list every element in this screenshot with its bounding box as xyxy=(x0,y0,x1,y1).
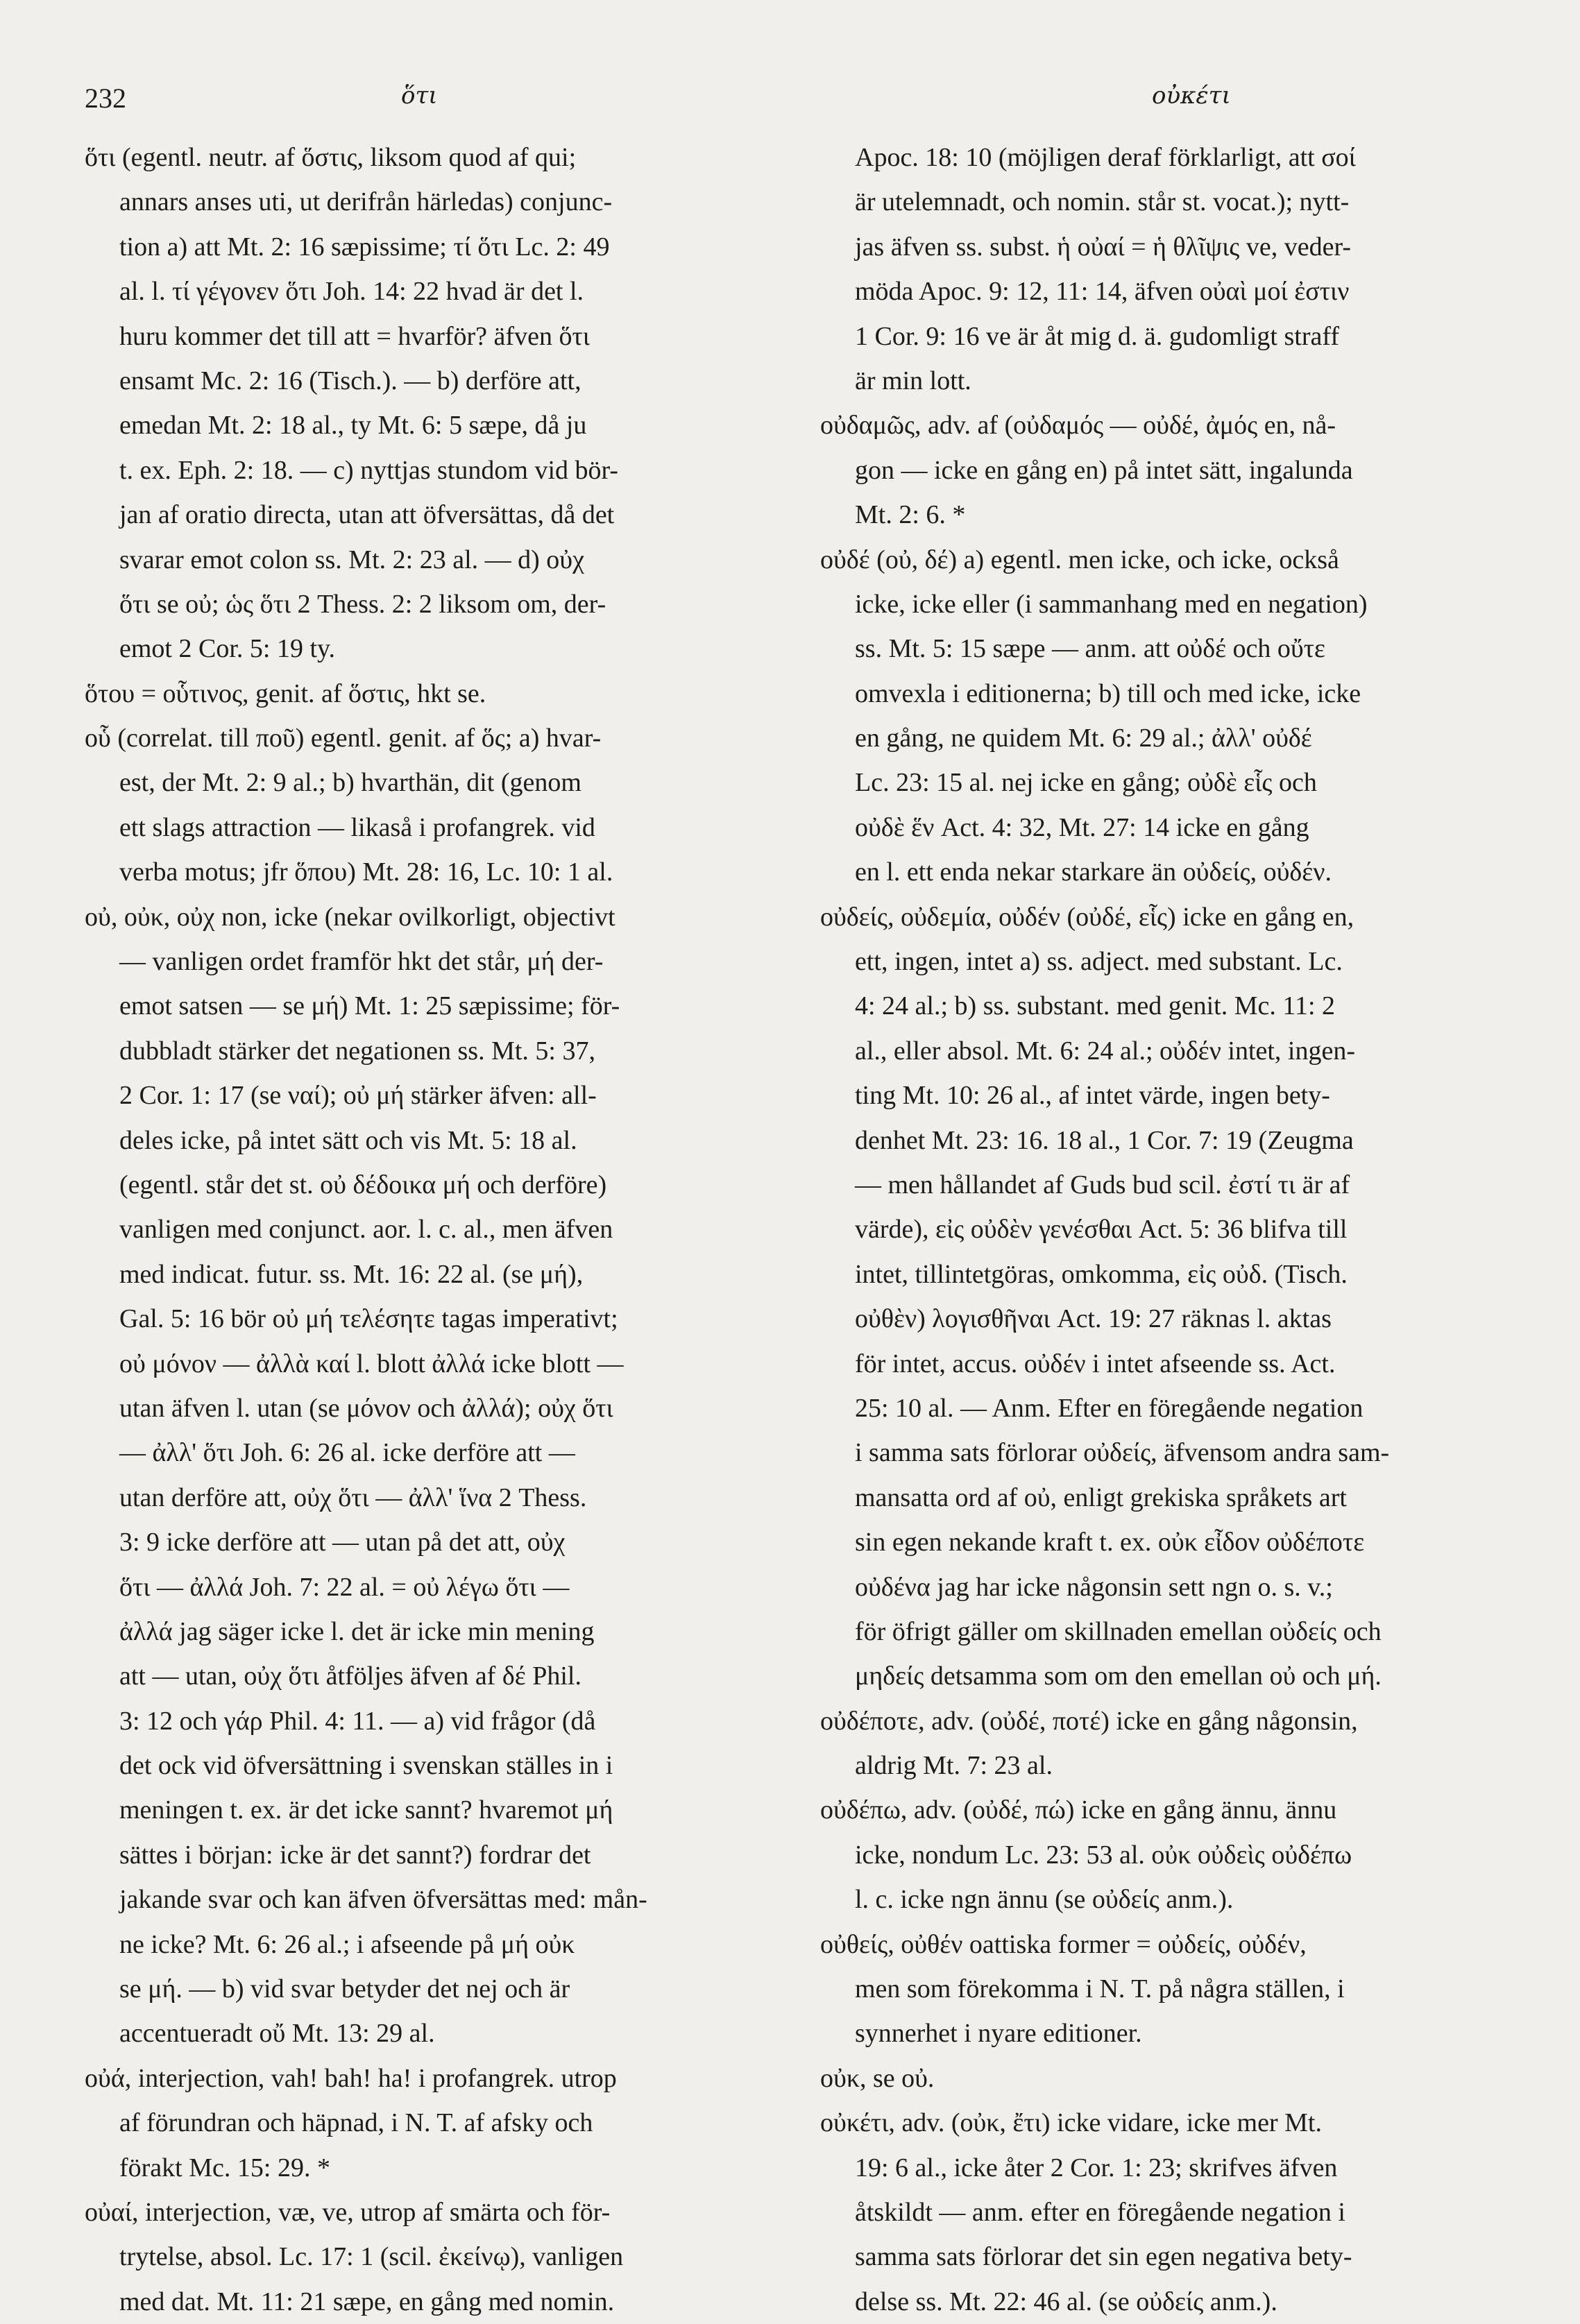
entry-line: aldrig Mt. 7: 23 al. xyxy=(855,1751,1053,1781)
entry-line: est, der Mt. 2: 9 al.; b) hvarthän, dit (genom xyxy=(119,768,581,798)
entry-line: jakande svar och kan äfven öfversättas med: mån- xyxy=(119,1885,647,1915)
entry-headword-line: οὐδέπω, adv. (οὐδέ, πώ) icke en gång ännu, ännu xyxy=(820,1795,1337,1825)
page-header xyxy=(0,82,1580,123)
entry-headword-line: οὐδείς, οὐδεμία, οὐδέν (οὐδέ, εἷς) icke en gång en, xyxy=(820,902,1354,932)
entry-line: svarar emot colon ss. Mt. 2: 23 al. — d) οὐχ xyxy=(119,545,584,574)
entry-line: 19: 6 al., icke åter 2 Cor. 1: 23; skrifves äfven xyxy=(855,2153,1338,2182)
entry-headword-line: οὐδέποτε, adv. (οὐδέ, ποτέ) icke en gång någonsin, xyxy=(820,1706,1358,1736)
entry-headword-line: οὐδαμῶς, adv. af (οὐδαμός — οὐδέ, ἀμός en, nå- xyxy=(820,411,1336,441)
entry-line: ne icke? Mt. 6: 26 al.; i afseende på μή οὐκ xyxy=(119,1929,575,1959)
entry-line: t. ex. Eph. 2: 18. — c) nyttjas stundom vid bör- xyxy=(119,455,619,485)
entry-line: emot 2 Cor. 5: 19 ty. xyxy=(119,634,336,664)
entry-line: är min lott. xyxy=(855,366,971,395)
entry-line: är utelemnadt, och nomin. står st. vocat.); nytt- xyxy=(855,187,1350,217)
entry-line: ὅτι se οὐ; ὡς ὅτι 2 Thess. 2: 2 liksom om, der- xyxy=(119,589,606,619)
right-running-headword: οὐκέτι xyxy=(1152,82,1231,110)
entry-line: med indicat. futur. ss. Mt. 16: 22 al. (se μή), xyxy=(119,1259,584,1289)
entry-line: intet, tillintetgöras, omkomma, εἰς οὐδ. (Tisch. xyxy=(855,1259,1348,1289)
entry-line: utan äfven l. utan (se μόνον och ἀλλά); οὐχ ὅτι xyxy=(119,1393,613,1423)
entry-line: trytelse, absol. Lc. 17: 1 (scil. ἐκείνῳ), vanligen xyxy=(119,2242,624,2272)
entry-line: 3: 9 icke derföre att — utan på det att, οὐχ xyxy=(119,1528,566,1557)
entry-line: Gal. 5: 16 bör οὐ μή τελέσητε tagas imperativt; xyxy=(119,1304,618,1334)
entry-line: vanligen med conjunct. aor. l. c. al., men äfven xyxy=(119,1215,613,1245)
entry-line: denhet Mt. 23: 16. 18 al., 1 Cor. 7: 19 (Zeugma xyxy=(855,1125,1354,1155)
entry-line: sin egen nekande kraft t. ex. οὐκ εἶδον οὐδέποτε xyxy=(855,1528,1365,1557)
entry-line: Apoc. 18: 10 (möjligen deraf förklarligt, att σοί xyxy=(855,143,1356,172)
entry-line: en gång, ne quidem Mt. 6: 29 al.; ἀλλ' οὐδέ xyxy=(855,724,1312,753)
entry-line: Lc. 23: 15 al. nej icke en gång; οὐδὲ εἷς och xyxy=(855,768,1317,798)
entry-headword-line: οὐκέτι, adv. (οὐκ, ἔτι) icke vidare, icke mer Mt. xyxy=(820,2108,1322,2138)
entry-line: ἀλλά jag säger icke l. det är icke min mening xyxy=(119,1616,595,1646)
entry-headword-line: οὐαί, interjection, væ, ve, utrop af smärta och för- xyxy=(85,2197,611,2227)
entry-headword-line: οὐκ, se οὐ. xyxy=(820,2063,935,2093)
entry-line: i samma sats förlorar οὐδείς, äfvensom andra sam- xyxy=(855,1438,1390,1468)
entry-line: men som förekomma i N. T. på några ställen, i xyxy=(855,1974,1345,2004)
entry-line: samma sats förlorar det sin egen negativa bety- xyxy=(855,2242,1352,2272)
entry-line: accentueradt οὔ Mt. 13: 29 al. xyxy=(119,2019,435,2049)
entry-line: (egentl. står det st. οὐ δέδοικα μή och derföre) xyxy=(119,1170,607,1199)
entry-line: för intet, accus. οὐδέν i intet afseende ss. Act. xyxy=(855,1349,1336,1378)
entry-line: al. l. τί γέγονεν ὅτι Joh. 14: 22 hvad är det l. xyxy=(119,277,584,307)
entry-line: för öfrigt gäller om skillnaden emellan οὐδείς och xyxy=(855,1616,1382,1646)
entry-headword-line: οὐθείς, οὐθέν oattiska former = οὐδείς, οὐδέν, xyxy=(820,1929,1307,1959)
entry-line: tion a) att Mt. 2: 16 sæpissime; τί ὅτι Lc. 2: 49 xyxy=(119,232,610,262)
entry-line: οὐδένα jag har icke någonsin sett ngn o. s. v.; xyxy=(855,1572,1333,1602)
entry-line: dubbladt stärker det negationen ss. Mt. 5: 37, xyxy=(119,1036,595,1066)
entry-line: 3: 12 och γάρ Phil. 4: 11. — a) vid frågor (då xyxy=(119,1706,596,1736)
entry-line: gon — icke en gång en) på intet sätt, ingalunda xyxy=(855,455,1353,485)
entry-line: synnerhet i nyare editioner. xyxy=(855,2019,1142,2049)
entry-line: l. c. icke ngn ännu (se οὐδείς anm.). xyxy=(855,1885,1234,1915)
entry-line: af förundran och häpnad, i N. T. af afsky och xyxy=(119,2108,593,2138)
entry-line: möda Apoc. 9: 12, 11: 14, äfven οὐαὶ μοί ἐστιν xyxy=(855,277,1350,307)
entry-line: det ock vid öfversättning i svenskan ställes in i xyxy=(119,1751,613,1781)
entry-line: ett slags attraction — likaså i profangrek. vid xyxy=(119,812,595,842)
entry-line: μηδείς detsamma som om den emellan οὐ och μή. xyxy=(855,1661,1382,1691)
entry-line: värde), εἰς οὐδὲν γενέσθαι Act. 5: 36 blifva till xyxy=(855,1215,1348,1245)
left-running-headword: ὅτι xyxy=(401,82,438,110)
entry-line: 1 Cor. 9: 16 ve är åt mig d. ä. gudomligt straff xyxy=(855,321,1339,351)
entry-headword-line: ὅτου = οὗτινος, genit. af ὅστις, hkt se. xyxy=(85,678,486,708)
entry-headword-line: οὐά, interjection, vah! bah! ha! i profangrek. utrop xyxy=(85,2063,617,2093)
left-column xyxy=(85,135,792,2324)
entry-line: se μή. — b) vid svar betyder det nej och är xyxy=(119,1974,570,2004)
entry-line: med dat. Mt. 11: 21 sæpe, en gång med nomin. xyxy=(119,2287,615,2316)
entry-line: Mt. 2: 6. * xyxy=(855,500,966,530)
entry-line: jas äfven ss. subst. ἡ οὐαί = ἡ θλῖψις ve, veder- xyxy=(855,232,1351,262)
entry-line: sättes i början: icke är det sannt?) fordrar det xyxy=(119,1840,591,1870)
right-column xyxy=(820,135,1528,2324)
entry-line: ensamt Mc. 2: 16 (Tisch.). — b) derföre att, xyxy=(119,366,581,395)
entry-headword-line: οὐ, οὐκ, οὐχ non, icke (nekar ovilkorligt, objectivt xyxy=(85,902,615,932)
entry-line: emedan Mt. 2: 18 al., ty Mt. 6: 5 sæpe, då ju xyxy=(119,411,587,441)
entry-line: mansatta ord af οὐ, enligt grekiska språkets art xyxy=(855,1483,1347,1512)
entry-line: meningen t. ex. är det icke sannt? hvaremot μή xyxy=(119,1795,613,1825)
entry-headword-line: ὅτι (egentl. neutr. af ὅστις, liksom quod af qui; xyxy=(85,143,577,172)
entry-line: annars anses uti, ut derifrån härledas) conjunc- xyxy=(119,187,613,217)
entry-line: deles icke, på intet sätt och vis Mt. 5: 18 al. xyxy=(119,1125,577,1155)
entry-line: al., eller absol. Mt. 6: 24 al.; οὐδέν intet, ingen- xyxy=(855,1036,1355,1066)
entry-line: omvexla i editionerna; b) till och med icke, icke xyxy=(855,678,1361,708)
entry-line: — vanligen ordet framför hkt det står, μή der- xyxy=(119,947,604,977)
entry-line: utan derföre att, οὐχ ὅτι — ἀλλ' ἵνα 2 Thess. xyxy=(119,1483,587,1512)
entry-line: delse ss. Mt. 22: 46 al. (se οὐδείς anm.). xyxy=(855,2287,1277,2316)
entry-line: en l. ett enda nekar starkare än οὐδείς, οὐδέν. xyxy=(855,857,1332,887)
entry-line: 2 Cor. 1: 17 (se ναί); οὐ μή stärker äfven: all- xyxy=(119,1081,597,1111)
entry-line: huru kommer det till att = hvarför? äfven ὅτι xyxy=(119,321,590,351)
entry-line: emot satsen — se μή) Mt. 1: 25 sæpissime; för- xyxy=(119,991,620,1021)
entry-line: ting Mt. 10: 26 al., af intet värde, ingen bety- xyxy=(855,1081,1330,1111)
entry-line: förakt Mc. 15: 29. * xyxy=(119,2153,330,2182)
entry-line: 4: 24 al.; b) ss. substant. med genit. Mc. 11: 2 xyxy=(855,991,1336,1021)
entry-line: verba motus; jfr ὅπου) Mt. 28: 16, Lc. 10: 1 al. xyxy=(119,857,613,887)
entry-line: att — utan, οὐχ ὅτι åtföljes äfven af δέ Phil. xyxy=(119,1661,581,1691)
entry-line: 25: 10 al. — Anm. Efter en föregående negation xyxy=(855,1393,1364,1423)
entry-line: jan af oratio directa, utan att öfversättas, då det xyxy=(119,500,615,530)
entry-line: ss. Mt. 5: 15 sæpe — anm. att οὐδέ och οὔτε xyxy=(855,634,1325,664)
entry-line: — ἀλλ' ὅτι Joh. 6: 26 al. icke derföre att — xyxy=(119,1438,575,1468)
entry-line: icke, nondum Lc. 23: 53 al. οὐκ οὐδεὶς οὐδέπω xyxy=(855,1840,1352,1870)
entry-headword-line: οὐδέ (οὐ, δέ) a) egentl. men icke, och icke, också xyxy=(820,545,1339,574)
entry-line: åtskildt — anm. efter en föregående negation i xyxy=(855,2197,1345,2227)
entry-line: icke, icke eller (i sammanhang med en negation) xyxy=(855,589,1368,619)
page-number: 232 xyxy=(85,83,126,114)
entry-line: οὐθὲν) λογισθῆναι Act. 19: 27 räknas l. aktas xyxy=(855,1304,1332,1334)
entry-line: ὅτι — ἀλλά Joh. 7: 22 al. = οὐ λέγω ὅτι — xyxy=(119,1572,570,1602)
entry-line: ett, ingen, intet a) ss. adject. med substant. Lc. xyxy=(855,947,1343,977)
entry-line: οὐ μόνον — ἀλλὰ καί l. blott ἀλλά icke blott — xyxy=(119,1349,624,1378)
entry-headword-line: οὗ (correlat. till ποῦ) egentl. genit. af ὅς; a) hvar- xyxy=(85,724,602,753)
entry-line: οὐδὲ ἕν Act. 4: 32, Mt. 27: 14 icke en gång xyxy=(855,812,1309,842)
entry-line: — men hållandet af Guds bud scil. ἐστί τι är af xyxy=(855,1170,1350,1199)
